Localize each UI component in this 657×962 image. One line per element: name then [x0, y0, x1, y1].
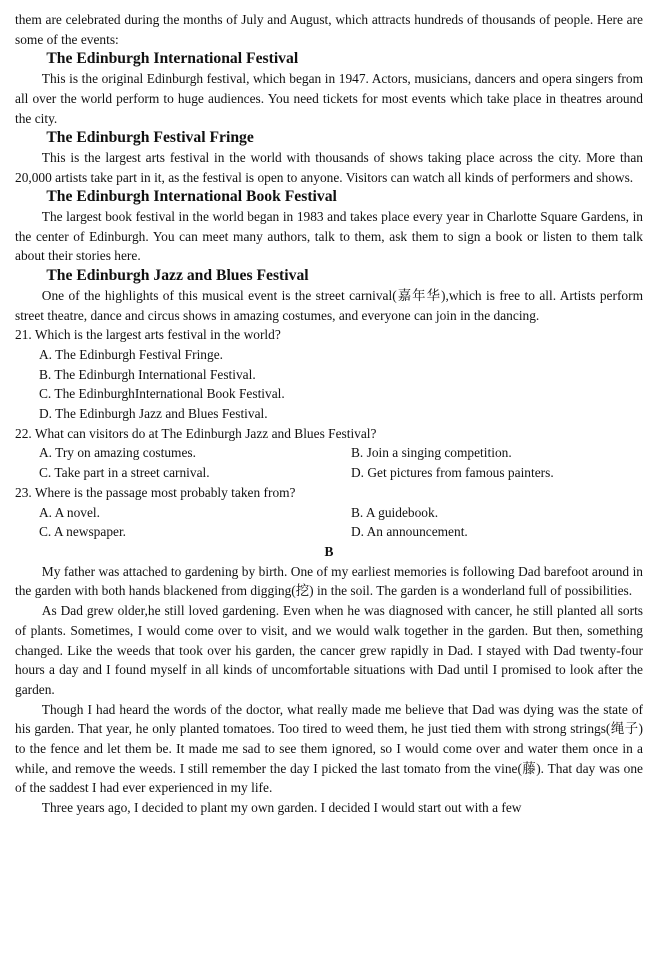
section-text-book-festival: The largest book festival in the world began in 1983 and takes place every year in Charlotte Square Gardens, in the center of Edinburgh. You can meet many authors, talk to them, ask them to sign a book or listen to them talk about their stories here.: [15, 209, 643, 264]
section-b-paragraph: My father was attached to gardening by birth. One of my earliest memories is following Dad barefoot around in the garden with both hands blackened from digging(挖) in the soil. The garden is a wonderland full of possibilities.: [15, 563, 643, 599]
option-b: B. Join a singing competition.: [351, 445, 512, 461]
option-d: D. The Edinburgh Jazz and Blues Festival.: [39, 406, 268, 422]
question-stem: 22. What can visitors do at The Edinburgh Jazz and Blues Festival?: [15, 425, 377, 441]
section-text-festival-fringe: This is the largest arts festival in the world with thousands of shows taking place across the city. More than 20,000 artists take part in it, as the festival is open to anyone. Visitors can watch all kinds of performers and shows.: [15, 149, 643, 185]
passage-a-intro: them are celebrated during the months of July and August, which attracts hundreds of thousands of people. Here are some of the events:: [15, 12, 643, 47]
option-a: A. A novel.: [39, 504, 101, 520]
question-23: [15, 483, 643, 542]
option-c: C. The EdinburghInternational Book Festival.: [39, 386, 285, 402]
section-b-label: B: [324, 543, 334, 559]
section-heading-festival-fringe: The Edinburgh Festival Fringe: [46, 129, 254, 147]
option-row: [15, 463, 643, 483]
option-c: C. A newspaper.: [39, 524, 127, 540]
section-heading-international-festival: The Edinburgh International Festival: [46, 50, 299, 68]
option-d: D. Get pictures from famous painters.: [351, 465, 554, 481]
option-row: [15, 522, 643, 542]
question-21: [15, 325, 643, 424]
option-c: C. Take part in a street carnival.: [39, 465, 210, 481]
option-row: [15, 503, 643, 523]
section-b-paragraph: Though I had heard the words of the doctor, what really made me believe that Dad was dying was the state of his garden. That year, he only planted tomatoes. Too tired to weed them, he just tied them with strong strings(绳子) to the fence and let them be. It made me sad to see them ignored, so I would come over and water them once in a while, and remove the weeds. I still remember the day I picked the last tomato from the vine(藤). That day was one of the saddest I had ever experienced in my life.: [15, 701, 643, 796]
section-b-paragraph: Three years ago, I decided to plant my own garden. I decided I would start out with a few: [41, 800, 522, 816]
section-text-international-festival: This is the original Edinburgh festival, which began in 1947. Actors, musicians, dancers and opera singers from all over the world perform to huge audiences. You need tickets for most events which take place in theatres around the city.: [15, 71, 643, 126]
section-text-jazz-blues-festival: One of the highlights of this musical event is the street carnival(嘉年华),which is free to all. Artists perform street theatre, dance and circus shows in amazing costumes, and everyone can join in the dancing.: [15, 287, 643, 323]
section-b-paragraph: As Dad grew older,he still loved gardening. Even when he was diagnosed with cancer, he still planted all sorts of plants. Sometimes, I would come over to visit, and we would walk together in the garden. But then, something changed. Like the weeds that took over his garden, the cancer grew rapidly in Dad. I stayed with Dad twenty-four hours a day and I found myself in all kinds of uncomfortable situations with Dad until I promised to look after the garden.: [15, 603, 643, 697]
option-row: [15, 443, 643, 463]
option-a: A. Try on amazing costumes.: [39, 445, 196, 461]
section-heading-jazz-blues-festival: The Edinburgh Jazz and Blues Festival: [46, 267, 309, 285]
question-22: [15, 424, 643, 483]
option-a: A. The Edinburgh Festival Fringe.: [39, 346, 223, 362]
option-d: D. An announcement.: [351, 524, 468, 540]
option-b: B. A guidebook.: [351, 504, 439, 520]
option-b: B. The Edinburgh International Festival.: [39, 366, 256, 382]
question-stem: 23. Where is the passage most probably taken from?: [15, 484, 296, 500]
question-stem: 21. Which is the largest arts festival in the world?: [15, 327, 281, 343]
section-heading-book-festival: The Edinburgh International Book Festival: [46, 188, 337, 206]
